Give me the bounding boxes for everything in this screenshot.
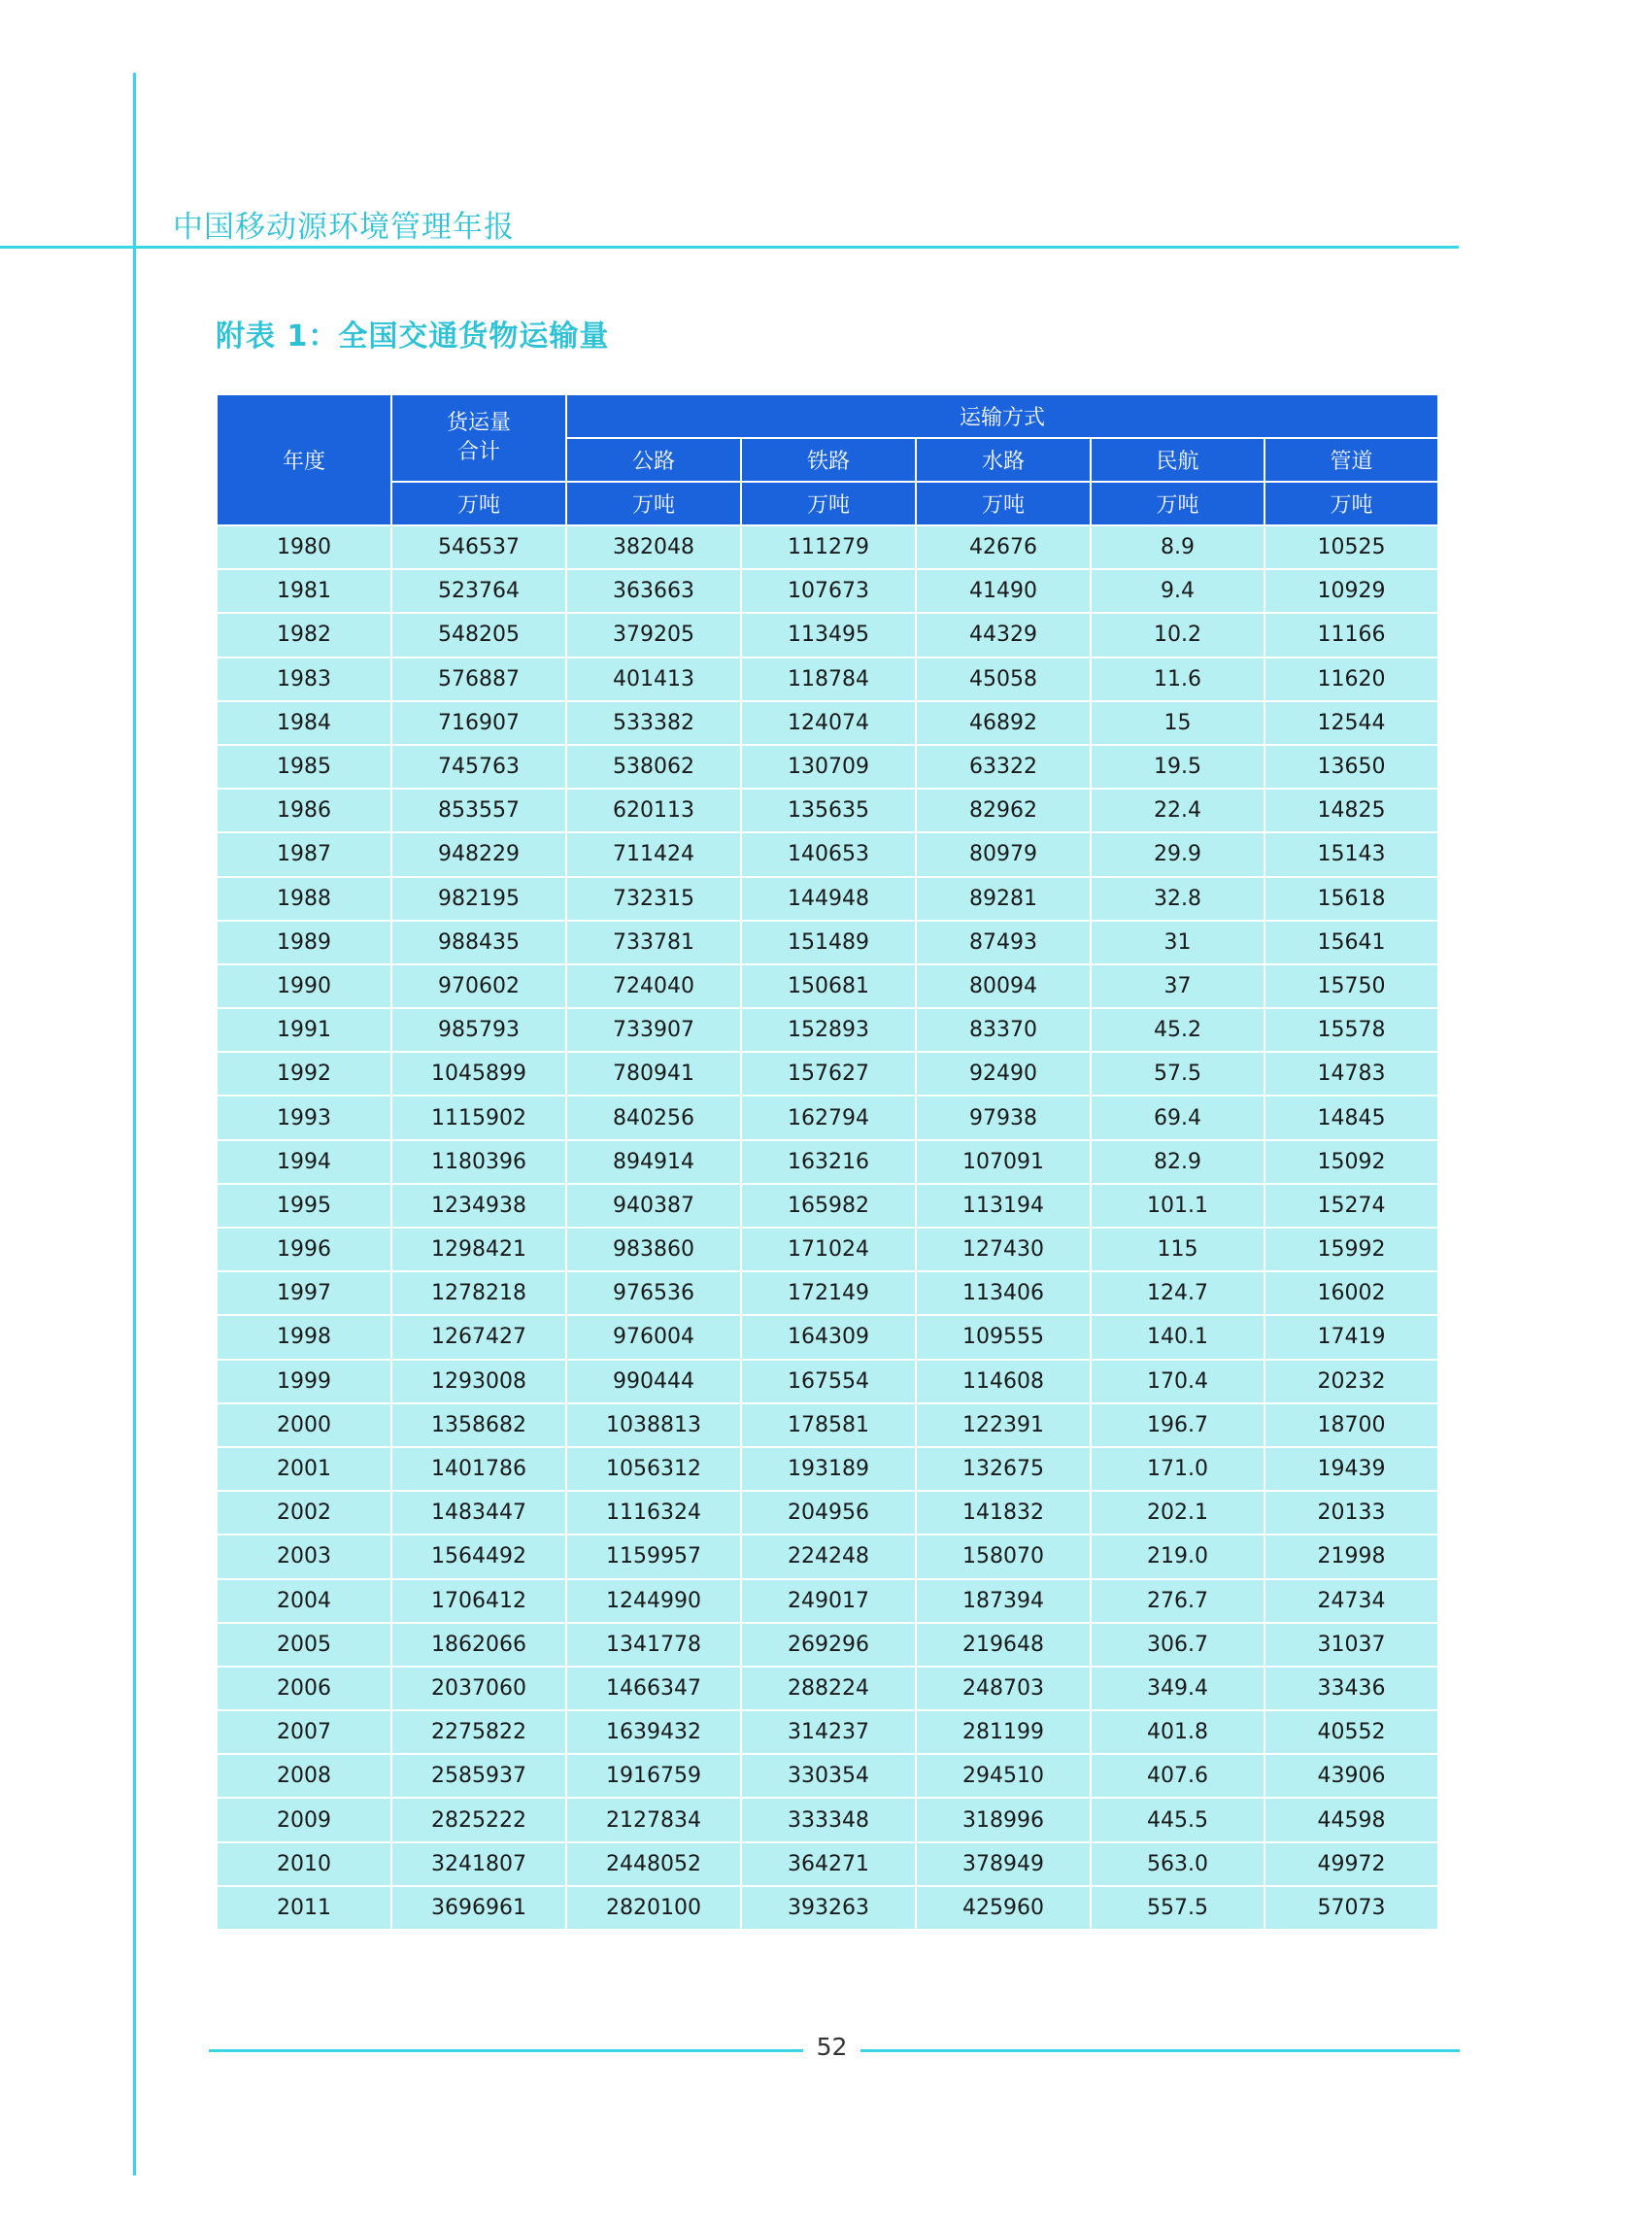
table-row xyxy=(217,1315,1438,1359)
cell-year: 1994 xyxy=(217,1140,391,1184)
cell-road: 538062 xyxy=(566,745,741,789)
cell-air: 31 xyxy=(1091,921,1264,964)
cell-road: 401413 xyxy=(566,658,741,701)
cell-pipeline: 40552 xyxy=(1264,1710,1438,1754)
cell-water: 46892 xyxy=(916,701,1091,745)
cell-pipeline: 49972 xyxy=(1264,1842,1438,1886)
cell-total: 982195 xyxy=(391,877,566,921)
cell-road: 1341778 xyxy=(566,1623,741,1667)
cell-rail: 124074 xyxy=(741,701,916,745)
cell-pipeline: 15274 xyxy=(1264,1184,1438,1228)
cell-pipeline: 11620 xyxy=(1264,658,1438,701)
cell-year: 2010 xyxy=(217,1842,391,1886)
cell-year: 1991 xyxy=(217,1008,391,1052)
table-row xyxy=(217,832,1438,876)
cell-water: 281199 xyxy=(916,1710,1091,1754)
cell-water: 141832 xyxy=(916,1491,1091,1535)
cell-rail: 151489 xyxy=(741,921,916,964)
cell-air: 401.8 xyxy=(1091,1710,1264,1754)
cell-rail: 269296 xyxy=(741,1623,916,1667)
cell-pipeline: 31037 xyxy=(1264,1623,1438,1667)
cell-total: 1293008 xyxy=(391,1360,566,1403)
table-row xyxy=(217,1403,1438,1447)
cell-road: 1159957 xyxy=(566,1535,741,1578)
cell-road: 894914 xyxy=(566,1140,741,1184)
cell-total: 1180396 xyxy=(391,1140,566,1184)
cell-year: 1992 xyxy=(217,1052,391,1096)
cell-road: 1916759 xyxy=(566,1754,741,1798)
table-row xyxy=(217,1271,1438,1315)
cell-total: 576887 xyxy=(391,658,566,701)
cell-year: 2002 xyxy=(217,1491,391,1535)
cell-total: 1045899 xyxy=(391,1052,566,1096)
column-header-pipeline: 管道 xyxy=(1264,438,1438,482)
table-row xyxy=(217,658,1438,701)
cell-total: 970602 xyxy=(391,964,566,1008)
cell-air: 140.1 xyxy=(1091,1315,1264,1359)
cell-total: 1706412 xyxy=(391,1579,566,1623)
cell-year: 1998 xyxy=(217,1315,391,1359)
table-body xyxy=(217,525,1438,1930)
cell-year: 1980 xyxy=(217,525,391,569)
cell-water: 109555 xyxy=(916,1315,1091,1359)
cell-pipeline: 11166 xyxy=(1264,613,1438,657)
cell-water: 87493 xyxy=(916,921,1091,964)
cell-water: 42676 xyxy=(916,525,1091,569)
cell-pipeline: 14825 xyxy=(1264,789,1438,832)
table-row xyxy=(217,569,1438,613)
table-title: 附表 1：全国交通货物运输量 xyxy=(216,320,610,354)
footer-rule-right xyxy=(860,2049,1460,2052)
cell-air: 445.5 xyxy=(1091,1798,1264,1841)
cell-road: 732315 xyxy=(566,877,741,921)
cell-road: 733907 xyxy=(566,1008,741,1052)
cell-air: 69.4 xyxy=(1091,1096,1264,1139)
cell-year: 2005 xyxy=(217,1623,391,1667)
cell-road: 363663 xyxy=(566,569,741,613)
table-header xyxy=(217,394,1438,525)
cell-year: 1985 xyxy=(217,745,391,789)
cell-pipeline: 21998 xyxy=(1264,1535,1438,1578)
table-row xyxy=(217,921,1438,964)
cell-road: 976536 xyxy=(566,1271,741,1315)
cell-road: 2820100 xyxy=(566,1886,741,1930)
cell-water: 127430 xyxy=(916,1228,1091,1271)
cell-road: 2448052 xyxy=(566,1842,741,1886)
table-row xyxy=(217,745,1438,789)
cell-air: 306.7 xyxy=(1091,1623,1264,1667)
cell-total: 948229 xyxy=(391,832,566,876)
table-row xyxy=(217,1579,1438,1623)
cell-water: 425960 xyxy=(916,1886,1091,1930)
cell-road: 780941 xyxy=(566,1052,741,1096)
column-header-rail: 铁路 xyxy=(741,438,916,482)
cell-total: 523764 xyxy=(391,569,566,613)
cell-rail: 224248 xyxy=(741,1535,916,1578)
unit-rail: 万吨 xyxy=(741,482,916,525)
cell-total: 745763 xyxy=(391,745,566,789)
cell-water: 107091 xyxy=(916,1140,1091,1184)
cell-water: 63322 xyxy=(916,745,1091,789)
cell-rail: 165982 xyxy=(741,1184,916,1228)
cell-water: 80979 xyxy=(916,832,1091,876)
cell-water: 318996 xyxy=(916,1798,1091,1841)
cell-year: 2003 xyxy=(217,1535,391,1578)
cell-pipeline: 33436 xyxy=(1264,1667,1438,1710)
cell-rail: 163216 xyxy=(741,1140,916,1184)
cell-rail: 164309 xyxy=(741,1315,916,1359)
cell-water: 44329 xyxy=(916,613,1091,657)
cell-year: 1999 xyxy=(217,1360,391,1403)
cell-air: 57.5 xyxy=(1091,1052,1264,1096)
cell-rail: 111279 xyxy=(741,525,916,569)
cell-pipeline: 43906 xyxy=(1264,1754,1438,1798)
cell-rail: 150681 xyxy=(741,964,916,1008)
cell-rail: 178581 xyxy=(741,1403,916,1447)
cell-rail: 107673 xyxy=(741,569,916,613)
column-header-air: 民航 xyxy=(1091,438,1264,482)
cell-year: 2006 xyxy=(217,1667,391,1710)
table-row xyxy=(217,1096,1438,1139)
table-row xyxy=(217,1008,1438,1052)
cell-pipeline: 15750 xyxy=(1264,964,1438,1008)
cell-road: 976004 xyxy=(566,1315,741,1359)
cell-water: 187394 xyxy=(916,1579,1091,1623)
cell-pipeline: 19439 xyxy=(1264,1447,1438,1491)
cell-water: 114608 xyxy=(916,1360,1091,1403)
cell-total: 1358682 xyxy=(391,1403,566,1447)
cell-water: 113194 xyxy=(916,1184,1091,1228)
cell-total: 988435 xyxy=(391,921,566,964)
table-row xyxy=(217,1886,1438,1930)
cell-total: 2275822 xyxy=(391,1710,566,1754)
cell-rail: 135635 xyxy=(741,789,916,832)
cell-pipeline: 20133 xyxy=(1264,1491,1438,1535)
cell-total: 1234938 xyxy=(391,1184,566,1228)
column-header-total-label: 货运量 合计 xyxy=(446,411,511,464)
cell-road: 620113 xyxy=(566,789,741,832)
unit-pipeline: 万吨 xyxy=(1264,482,1438,525)
cell-road: 1116324 xyxy=(566,1491,741,1535)
cell-rail: 152893 xyxy=(741,1008,916,1052)
table-row xyxy=(217,613,1438,657)
cell-total: 853557 xyxy=(391,789,566,832)
cell-road: 983860 xyxy=(566,1228,741,1271)
cell-year: 1981 xyxy=(217,569,391,613)
table-row xyxy=(217,1667,1438,1710)
cell-rail: 162794 xyxy=(741,1096,916,1139)
table-row xyxy=(217,525,1438,569)
cell-water: 80094 xyxy=(916,964,1091,1008)
cell-total: 1115902 xyxy=(391,1096,566,1139)
cell-water: 113406 xyxy=(916,1271,1091,1315)
cell-road: 1244990 xyxy=(566,1579,741,1623)
cell-rail: 330354 xyxy=(741,1754,916,1798)
cell-air: 196.7 xyxy=(1091,1403,1264,1447)
unit-air: 万吨 xyxy=(1091,482,1264,525)
table-row xyxy=(217,1710,1438,1754)
cell-rail: 171024 xyxy=(741,1228,916,1271)
cell-road: 724040 xyxy=(566,964,741,1008)
cell-pipeline: 17419 xyxy=(1264,1315,1438,1359)
cell-pipeline: 15092 xyxy=(1264,1140,1438,1184)
cell-pipeline: 18700 xyxy=(1264,1403,1438,1447)
cell-year: 2007 xyxy=(217,1710,391,1754)
cell-air: 8.9 xyxy=(1091,525,1264,569)
margin-vertical-rule xyxy=(133,73,136,2175)
cell-road: 2127834 xyxy=(566,1798,741,1841)
cell-water: 378949 xyxy=(916,1842,1091,1886)
column-header-road: 公路 xyxy=(566,438,741,482)
table-row xyxy=(217,1754,1438,1798)
table-row xyxy=(217,701,1438,745)
cell-pipeline: 10929 xyxy=(1264,569,1438,613)
unit-road: 万吨 xyxy=(566,482,741,525)
cell-total: 1278218 xyxy=(391,1271,566,1315)
cell-rail: 393263 xyxy=(741,1886,916,1930)
cell-road: 533382 xyxy=(566,701,741,745)
cell-rail: 314237 xyxy=(741,1710,916,1754)
cell-air: 19.5 xyxy=(1091,745,1264,789)
cell-total: 716907 xyxy=(391,701,566,745)
cell-water: 294510 xyxy=(916,1754,1091,1798)
table-row xyxy=(217,1140,1438,1184)
cell-water: 45058 xyxy=(916,658,1091,701)
cell-year: 1986 xyxy=(217,789,391,832)
cell-water: 248703 xyxy=(916,1667,1091,1710)
cell-total: 1298421 xyxy=(391,1228,566,1271)
cell-total: 3241807 xyxy=(391,1842,566,1886)
cell-rail: 193189 xyxy=(741,1447,916,1491)
table-row xyxy=(217,1360,1438,1403)
table-row xyxy=(217,1535,1438,1578)
cell-rail: 118784 xyxy=(741,658,916,701)
cell-water: 83370 xyxy=(916,1008,1091,1052)
unit-water: 万吨 xyxy=(916,482,1091,525)
cell-rail: 157627 xyxy=(741,1052,916,1096)
cell-year: 1982 xyxy=(217,613,391,657)
cell-year: 2011 xyxy=(217,1886,391,1930)
cell-year: 1993 xyxy=(217,1096,391,1139)
cell-air: 101.1 xyxy=(1091,1184,1264,1228)
cell-air: 219.0 xyxy=(1091,1535,1264,1578)
cell-road: 940387 xyxy=(566,1184,741,1228)
cell-rail: 144948 xyxy=(741,877,916,921)
cell-air: 10.2 xyxy=(1091,613,1264,657)
table-row xyxy=(217,1447,1438,1491)
column-header-transport-modes: 运输方式 xyxy=(566,394,1438,438)
cell-total: 1401786 xyxy=(391,1447,566,1491)
unit-total: 万吨 xyxy=(391,482,566,525)
cell-year: 2001 xyxy=(217,1447,391,1491)
cell-air: 15 xyxy=(1091,701,1264,745)
cell-air: 45.2 xyxy=(1091,1008,1264,1052)
cell-year: 1997 xyxy=(217,1271,391,1315)
page-number: 52 xyxy=(816,2033,848,2061)
cell-pipeline: 20232 xyxy=(1264,1360,1438,1403)
cell-year: 1984 xyxy=(217,701,391,745)
cell-air: 29.9 xyxy=(1091,832,1264,876)
table-row xyxy=(217,1623,1438,1667)
cell-rail: 140653 xyxy=(741,832,916,876)
cell-year: 1988 xyxy=(217,877,391,921)
cell-total: 2585937 xyxy=(391,1754,566,1798)
cell-year: 1987 xyxy=(217,832,391,876)
table-row xyxy=(217,1052,1438,1096)
cell-year: 1983 xyxy=(217,658,391,701)
table-row xyxy=(217,1491,1438,1535)
table-row xyxy=(217,1798,1438,1841)
cell-rail: 113495 xyxy=(741,613,916,657)
cell-air: 349.4 xyxy=(1091,1667,1264,1710)
cell-pipeline: 12544 xyxy=(1264,701,1438,745)
cell-road: 1466347 xyxy=(566,1667,741,1710)
cell-total: 1862066 xyxy=(391,1623,566,1667)
cell-pipeline: 44598 xyxy=(1264,1798,1438,1841)
table-row xyxy=(217,1842,1438,1886)
cell-pipeline: 57073 xyxy=(1264,1886,1438,1930)
cell-air: 9.4 xyxy=(1091,569,1264,613)
cell-total: 1564492 xyxy=(391,1535,566,1578)
cell-pipeline: 15992 xyxy=(1264,1228,1438,1271)
cell-air: 115 xyxy=(1091,1228,1264,1271)
table-row xyxy=(217,1228,1438,1271)
cell-air: 407.6 xyxy=(1091,1754,1264,1798)
cell-total: 2037060 xyxy=(391,1667,566,1710)
cell-pipeline: 15641 xyxy=(1264,921,1438,964)
cell-year: 1989 xyxy=(217,921,391,964)
cell-road: 733781 xyxy=(566,921,741,964)
footer-rule-left xyxy=(209,2049,803,2052)
cell-pipeline: 15143 xyxy=(1264,832,1438,876)
cell-total: 3696961 xyxy=(391,1886,566,1930)
cell-water: 122391 xyxy=(916,1403,1091,1447)
cell-road: 840256 xyxy=(566,1096,741,1139)
cell-air: 171.0 xyxy=(1091,1447,1264,1491)
cell-total: 2825222 xyxy=(391,1798,566,1841)
header-rule xyxy=(0,246,1459,249)
cell-rail: 249017 xyxy=(741,1579,916,1623)
table-row xyxy=(217,877,1438,921)
cell-air: 82.9 xyxy=(1091,1140,1264,1184)
cell-pipeline: 10525 xyxy=(1264,525,1438,569)
cell-water: 97938 xyxy=(916,1096,1091,1139)
cell-road: 1038813 xyxy=(566,1403,741,1447)
cell-air: 563.0 xyxy=(1091,1842,1264,1886)
cell-pipeline: 13650 xyxy=(1264,745,1438,789)
cell-water: 92490 xyxy=(916,1052,1091,1096)
column-header-year: 年度 xyxy=(217,394,391,525)
cell-road: 711424 xyxy=(566,832,741,876)
cell-road: 1639432 xyxy=(566,1710,741,1754)
cell-total: 985793 xyxy=(391,1008,566,1052)
cell-air: 22.4 xyxy=(1091,789,1264,832)
cell-water: 41490 xyxy=(916,569,1091,613)
cell-road: 382048 xyxy=(566,525,741,569)
cell-pipeline: 15578 xyxy=(1264,1008,1438,1052)
cell-total: 548205 xyxy=(391,613,566,657)
table-row xyxy=(217,964,1438,1008)
cell-road: 990444 xyxy=(566,1360,741,1403)
cell-year: 2008 xyxy=(217,1754,391,1798)
cell-air: 11.6 xyxy=(1091,658,1264,701)
cell-water: 219648 xyxy=(916,1623,1091,1667)
cell-air: 124.7 xyxy=(1091,1271,1264,1315)
cell-water: 132675 xyxy=(916,1447,1091,1491)
cell-year: 1995 xyxy=(217,1184,391,1228)
column-header-water: 水路 xyxy=(916,438,1091,482)
cell-air: 170.4 xyxy=(1091,1360,1264,1403)
cell-road: 379205 xyxy=(566,613,741,657)
cell-air: 557.5 xyxy=(1091,1886,1264,1930)
cell-pipeline: 24734 xyxy=(1264,1579,1438,1623)
cell-rail: 167554 xyxy=(741,1360,916,1403)
cell-water: 89281 xyxy=(916,877,1091,921)
cell-year: 2000 xyxy=(217,1403,391,1447)
cell-year: 2004 xyxy=(217,1579,391,1623)
cell-total: 1483447 xyxy=(391,1491,566,1535)
column-header-total xyxy=(391,394,566,482)
cell-rail: 130709 xyxy=(741,745,916,789)
cell-water: 82962 xyxy=(916,789,1091,832)
cell-air: 276.7 xyxy=(1091,1579,1264,1623)
freight-volume-table xyxy=(216,393,1439,1931)
cell-air: 202.1 xyxy=(1091,1491,1264,1535)
cell-total: 546537 xyxy=(391,525,566,569)
cell-air: 32.8 xyxy=(1091,877,1264,921)
cell-rail: 172149 xyxy=(741,1271,916,1315)
cell-year: 1996 xyxy=(217,1228,391,1271)
table-row xyxy=(217,1184,1438,1228)
cell-road: 1056312 xyxy=(566,1447,741,1491)
running-title: 中国移动源环境管理年报 xyxy=(173,210,515,245)
cell-water: 158070 xyxy=(916,1535,1091,1578)
cell-pipeline: 16002 xyxy=(1264,1271,1438,1315)
cell-pipeline: 14845 xyxy=(1264,1096,1438,1139)
cell-year: 1990 xyxy=(217,964,391,1008)
cell-year: 2009 xyxy=(217,1798,391,1841)
cell-rail: 364271 xyxy=(741,1842,916,1886)
cell-rail: 288224 xyxy=(741,1667,916,1710)
cell-rail: 333348 xyxy=(741,1798,916,1841)
cell-pipeline: 14783 xyxy=(1264,1052,1438,1096)
cell-total: 1267427 xyxy=(391,1315,566,1359)
cell-rail: 204956 xyxy=(741,1491,916,1535)
cell-pipeline: 15618 xyxy=(1264,877,1438,921)
table-row xyxy=(217,789,1438,832)
cell-air: 37 xyxy=(1091,964,1264,1008)
